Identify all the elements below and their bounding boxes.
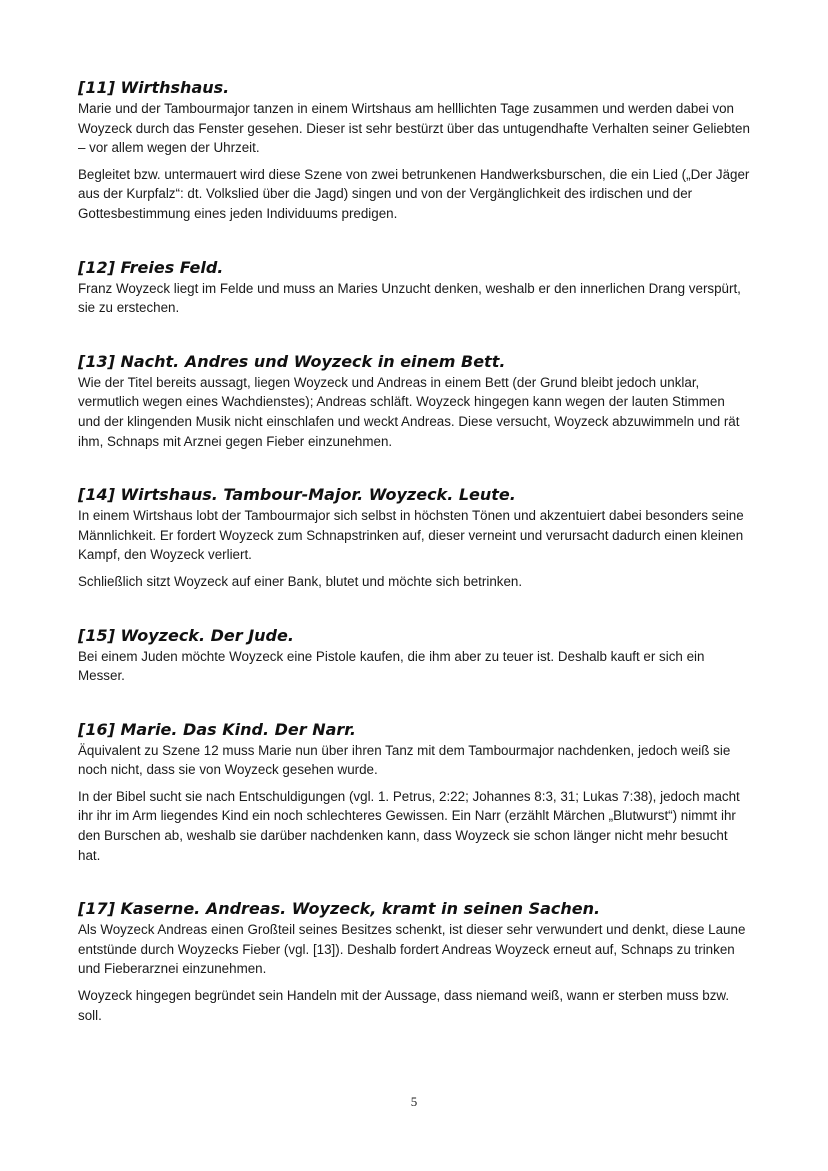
scene-13-heading: [13] Nacht. Andres und Woyzeck in einem Bett. — [78, 351, 506, 371]
scene-15-section — [78, 626, 750, 686]
scene-13-section — [78, 352, 750, 451]
page-number: 5 — [410, 1094, 418, 1109]
scene-17-paragraph-2: Woyzeck hingegen begründet sein Handeln mit der Aussage, dass niemand weiß, wann er sterben muss bzw. soll. — [78, 988, 730, 1023]
scene-14-paragraph-1: In einem Wirtshaus lobt der Tambourmajor sich selbst in höchsten Tönen und akzentuiert dabei besonders seine Männlichkeit. Er fordert Woyzeck zum Schnapstrinken auf, dieser verneint und verursacht dadurch einen kleinen Kampf, den Woyzeck verliert. — [78, 508, 744, 563]
scene-12-section — [78, 258, 750, 318]
scene-13-paragraph-1: Wie der Titel bereits aussagt, liegen Woyzeck und Andreas in einem Bett (der Grund bleibt jedoch unklar, vermutlich wegen eines Wachdienstes); Andreas schläft. Woyzeck hingegen kann wegen der lauten Stimmen und der klingenden Musik nicht einschlafen und weckt Andreas. Diese versucht, Woyzeck abzuwimmeln und rät ihm, Schnaps mit Arznei gegen Fieber einzunehmen. — [78, 374, 740, 449]
document-page — [78, 78, 750, 1059]
scene-12-paragraph-1: Franz Woyzeck liegt im Felde und muss an Maries Unzucht denken, weshalb er den innerlichen Drang verspürt, sie zu erstechen. — [78, 280, 741, 316]
scene-15-paragraph-1: Bei einem Juden möchte Woyzeck eine Pistole kaufen, die ihm aber zu teuer ist. Deshalb kauft er sich ein Messer. — [78, 648, 705, 684]
scene-17-section — [78, 899, 750, 1025]
scene-11-section — [78, 78, 750, 224]
scene-16-section — [78, 720, 750, 866]
scene-16-paragraph-2: In der Bibel sucht sie nach Entschuldigungen (vgl. 1. Petrus, 2:22; Johannes 8:3, 31; Lukas 7:38), jedoch macht ihr ihr im Arm liegendes Kind ein noch schlechteres Gewissen. Ein Narr (erzählt Märchen „Blutwurst“) nimmt ihr den Burschen ab, weshalb sie darüber nachdenken kann, dass Woyzeck sie schon länger nicht mehr besucht hat. — [78, 788, 740, 863]
scene-14-paragraph-2: Schließlich sitzt Woyzeck auf einer Bank, blutet und möchte sich betrinken. — [78, 573, 523, 589]
scene-14-section — [78, 485, 750, 591]
scene-12-heading: [12] Freies Feld. — [78, 257, 224, 277]
scene-16-heading: [16] Marie. Das Kind. Der Narr. — [78, 719, 356, 739]
scene-17-paragraph-1: Als Woyzeck Andreas einen Großteil seines Besitzes schenkt, ist dieser sehr verwundert und denkt, diese Laune entstünde durch Woyzecks Fieber (vgl. [13]). Deshalb fordert Andreas Woyzeck erneut auf, Schnaps zu trinken und Fieberarznei einzunehmen. — [78, 922, 746, 977]
scene-11-paragraph-2: Begleitet bzw. untermauert wird diese Szene von zwei betrunkenen Handwerksburschen, die ein Lied („Der Jäger aus der Kurpfalz“: dt. Volkslied über die Jagd) singen und von der Vergänglichkeit des irdischen und der Gottesbestimmung eines jeden Individuums predigen. — [78, 166, 750, 221]
scene-11-paragraph-1: Marie und der Tambourmajor tanzen in einem Wirtshaus am helllichten Tage zusammen und werden dabei von Woyzeck durch das Fenster gesehen. Dieser ist sehr bestürzt über das untugendhafte Verhalten seiner Geliebten – vor allem wegen der Uhrzeit. — [78, 101, 750, 156]
scene-17-heading: [17] Kaserne. Andreas. Woyzeck, kramt in seinen Sachen. — [78, 899, 601, 919]
scene-15-heading: [15] Woyzeck. Der Jude. — [78, 625, 294, 645]
scene-14-heading: [14] Wirtshaus. Tambour-Major. Woyzeck. Leute. — [78, 485, 516, 505]
scene-11-heading: [11] Wirthshaus. — [78, 78, 230, 97]
scene-16-paragraph-1: Äquivalent zu Szene 12 muss Marie nun über ihren Tanz mit dem Tambourmajor nachdenken, jedoch weiß sie noch nicht, dass sie von Woyzeck gesehen wurde. — [78, 742, 731, 778]
